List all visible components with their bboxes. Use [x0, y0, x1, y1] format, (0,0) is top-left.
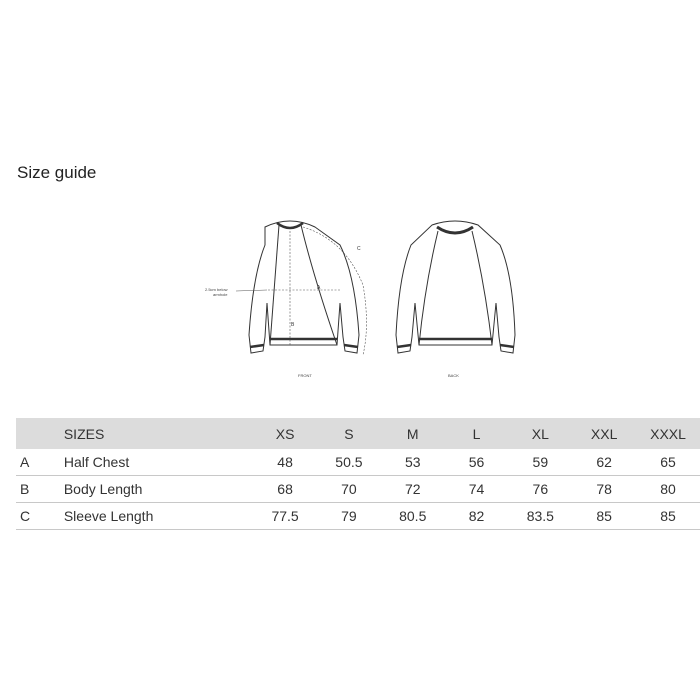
header-key	[16, 418, 64, 449]
table-row	[16, 449, 700, 476]
back-label: BACK	[448, 373, 459, 378]
cell: 56	[445, 449, 509, 476]
row-key: B	[16, 476, 64, 503]
size-diagram	[195, 205, 525, 385]
table-header-row	[16, 418, 700, 449]
marker-c: C	[357, 246, 361, 252]
cell: 68	[253, 476, 317, 503]
back-sweatshirt	[396, 221, 515, 353]
header-size: S	[344, 425, 354, 442]
cell: 59	[508, 449, 572, 476]
row-key: C	[16, 503, 64, 530]
header-size: XXL	[590, 425, 618, 442]
row-name: Body Length	[64, 476, 253, 503]
row-key: A	[16, 449, 64, 476]
cell: 78	[572, 476, 636, 503]
header-size: XS	[275, 425, 295, 442]
sweatshirt-illustration	[195, 205, 525, 385]
cell: 83.5	[508, 503, 572, 530]
header-size: L	[472, 425, 481, 442]
cell: 65	[636, 449, 700, 476]
front-label: FRONT	[298, 373, 312, 378]
cell: 53	[381, 449, 445, 476]
cell: 80	[636, 476, 700, 503]
header-size: M	[406, 425, 419, 442]
measurement-lines	[268, 227, 367, 355]
header-size: XXXL	[650, 425, 686, 442]
cell: 85	[636, 503, 700, 530]
cell: 76	[508, 476, 572, 503]
marker-a: A	[317, 285, 321, 291]
cell: 70	[317, 476, 381, 503]
table-row	[16, 476, 700, 503]
front-sweatshirt	[249, 221, 359, 353]
row-name: Half Chest	[64, 449, 253, 476]
marker-b: B	[291, 322, 295, 328]
row-name: Sleeve Length	[64, 503, 253, 530]
cell: 77.5	[253, 503, 317, 530]
cell: 48	[253, 449, 317, 476]
page-title: Size guide	[17, 163, 97, 182]
cell: 72	[381, 476, 445, 503]
cell: 62	[572, 449, 636, 476]
table-row	[16, 503, 700, 530]
header-sizes: SIZES	[63, 425, 105, 442]
cell: 74	[445, 476, 509, 503]
cell: 50.5	[317, 449, 381, 476]
cell: 79	[317, 503, 381, 530]
cell: 80.5	[381, 503, 445, 530]
cell: 85	[572, 503, 636, 530]
size-table	[16, 418, 700, 530]
armhole-note: 2.5cm below armhole	[205, 287, 228, 297]
cell: 82	[445, 503, 509, 530]
header-size: XL	[531, 425, 549, 442]
